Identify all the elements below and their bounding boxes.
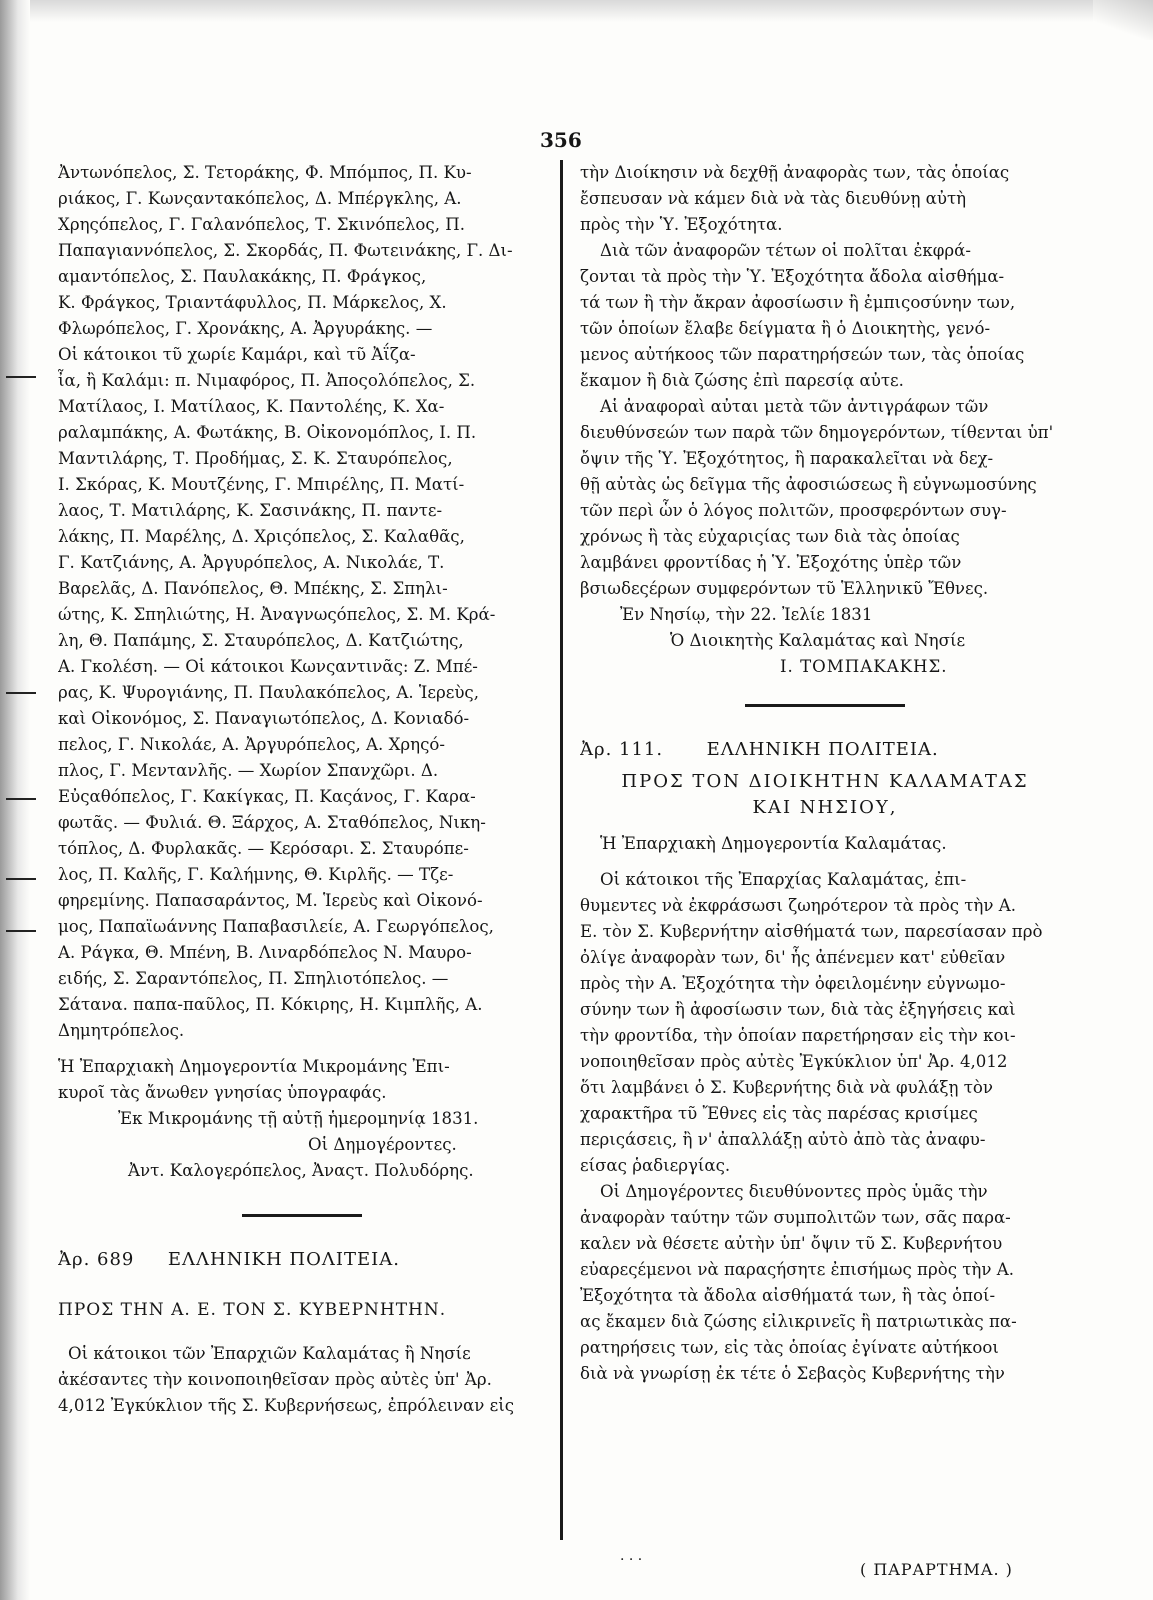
text-line: πλος, Γ. Μεντανλῆς. — Χωρίον Σπανχῶρι. Δ. <box>58 761 439 780</box>
text-line: Βαρελᾶς, Δ. Πανόπελος, Θ. Μπέκης, Σ. Σπηλι- <box>58 579 448 598</box>
text-line: διὰ νὰ γνωρίσῃ ἐκ τέτε ὁ Σεβαςὸς Κυβερνήτης τὴν <box>580 1364 1005 1383</box>
text-line: περιςάσεις, ἢ ν' ἀπαλλάξῃ αὐτὸ ἀπὸ τὰς ἀναφυ- <box>580 1130 986 1149</box>
margin-mark <box>6 692 36 694</box>
text-line: Αἱ ἀναφοραὶ αὐται μετὰ τῶν ἀντιγράφων τῶν <box>600 397 989 416</box>
opening-paragraph <box>580 160 1070 238</box>
text-line: τόπλος, Δ. Φυρλακᾶς. — Κερόσαρι. Σ. Σταυρόπε- <box>58 839 469 858</box>
text-line: ώτης, Κ. Σπηλιώτης, Η. Ἀναγνωςόπελος, Σ. Μ. Κρά- <box>58 605 496 624</box>
text-line: ἔσπευσαν νὰ κάμεν διὰ νὰ τὰς διευθύνῃ αὐτὴ <box>580 189 967 208</box>
text-line: ἀναφορὰν ταύτην τῶν συμπολιτῶν των, σᾶς παρα- <box>580 1208 1011 1227</box>
text-line: Α. Γκολέση. — Οἱ κάτοικοι Κωνςαντινᾶς: Ζ. Μπέ- <box>58 657 478 676</box>
text-line: πρὸς τὴν Α. Ἐξοχότητα τὴν ὀφειλομένην εὐγνωμο- <box>580 974 1006 993</box>
column-divider <box>560 160 563 1540</box>
text-line: Ε. τὸν Σ. Κυβερνήτην αἰσθήματά των, παρεσίασαν πρὸ <box>580 922 1043 941</box>
attestation-line: Ἡ Ἐπαρχιακὴ Δημογεροντία Μικρομάνης Ἐπι- <box>58 1057 450 1076</box>
catchword: ( ΠΑΡΑΡΤΗΜΑ. ) <box>860 1560 1013 1579</box>
decree-state: ΕΛΛΗΝΙΚΗ ΠΟΛΙΤΕΙΑ. <box>167 1249 400 1270</box>
text-line: Εὐςαθόπελος, Γ. Κακίγκας, Π. Καςάνος, Γ. Καρα- <box>58 787 476 806</box>
text-line: βσιωδεςέρων συμφερόντων τῦ Ἑλληνικῦ Ἔθνες. <box>580 579 989 598</box>
text-line: φηρεμίνης. Παπασαράντος, Μ. Ἱερεὺς καὶ Οἰκονό- <box>58 891 483 910</box>
text-line: τὴν Διοίκησιν νὰ δεχθῇ ἀναφορὰς των, τὰς ὁποίας <box>580 163 1010 182</box>
text-line: Κ. Φράγκος, Τριαντάφυλλος, Π. Μάρκελος, Χ. <box>58 293 447 312</box>
text-line: σύνην των ἢ ἀφοσίωσιν των, διὰ τὰς ἐξηγήσεις καὶ <box>580 1000 1016 1019</box>
decree-state: ΕΛΛΗΝΙΚΗ ΠΟΛΙΤΕΙΑ. <box>706 739 939 760</box>
scan-corner-fold <box>1093 0 1153 40</box>
names-paragraph <box>58 160 546 1044</box>
section-rule <box>242 1214 362 1217</box>
text-line: καὶ Οἰκονόμος, Σ. Παναγιωτόπελος, Δ. Κονιαδό- <box>58 709 470 728</box>
scan-top-edge <box>0 0 1153 22</box>
decree-header <box>58 1247 546 1273</box>
text-line: χαρακτῆρα τῦ Ἔθνες εἰς τὰς παρέσας κρισίμες <box>580 1104 978 1123</box>
text-line: πρὸς τὴν Ὑ. Ἐξοχότητα. <box>580 215 783 234</box>
text-line: Ἀντωνόπελος, Σ. Τετοράκης, Φ. Μπόμπος, Π. Κυ- <box>58 163 472 182</box>
text-line: λαος, Τ. Ματιλάρης, Κ. Σασινάκης, Π. παντε- <box>58 501 443 520</box>
signer-title: Ὁ Διοικητὴς Καλαμάτας καὶ Νησίε <box>670 631 966 650</box>
text-line: φωτᾶς. — Φυλιά. Θ. Ξάρχος, Α. Σταθόπελος, Νικη- <box>58 813 486 832</box>
text-line: Οἱ κάτοικοι τῦ χωρίε Καμάρι, καὶ τῦ Ἀΐζα- <box>58 345 416 364</box>
decree-address: ΠΡΟΣ ΤΟΝ ΔΙΟΙΚΗΤΗΝ ΚΑΛΑΜΑΤΑΣ <box>621 771 1029 792</box>
decree-address: ΠΡΟΣ ΤΗΝ Α. Ε. ΤΟΝ Σ. ΚΥΒΕΡΝΗΤΗΝ. <box>58 1300 447 1320</box>
decree-number: Ἀρ. 111. <box>580 739 664 760</box>
text-line: είσας ῥαδιεργίας. <box>580 1156 731 1175</box>
paragraph-1 <box>580 238 1070 394</box>
text-line: τῶν περὶ ὧν ὁ λόγος πολιτῶν, προσφερόντων συγ- <box>580 501 1007 520</box>
paragraph-3 <box>580 867 1070 1179</box>
text-line: θυμεντες νὰ ἐκφράσωσι ζωηρότερον τὰ πρὸς τὴν Α. <box>580 896 1016 915</box>
scan-left-shadow <box>0 0 30 1600</box>
text-line: Φλωρόπελος, Γ. Χρονάκης, Α. Ἀργυράκης. — <box>58 319 433 338</box>
text-line: ὀλίγε ἀναφορὰν των, δι' ἧς ἀπένεμεν κατ' εὐθεῖαν <box>580 948 1006 967</box>
text-line: 4,012 Ἐγκύκλιον τῆς Σ. Κυβερνήσεως, ἐπρόλειναν εἰς <box>58 1396 515 1415</box>
text-line: τῶν ὁποίων ἔλαβε δείγματα ἢ ὁ Διοικητὴς, γενό- <box>580 319 991 338</box>
text-line: Οἱ κάτοικοι τῶν Ἐπαρχιῶν Καλαμάτας ἢ Νησίε <box>68 1344 471 1363</box>
right-column <box>580 160 1070 1387</box>
signer-name: Ι. ΤΟΜΠΑΚΑΚΗΣ. <box>780 657 948 676</box>
text-line: Δημητρόπελος. <box>58 1021 185 1040</box>
text-line: Α. Ράγκα, Θ. Μπένη, Β. Λιναρδόπελος Ν. Μαυρο- <box>58 943 472 962</box>
text-line: ας ἔκαμεν διὰ ζώσης εἰλικρινεῖς ἢ πατριωτικὰς πα- <box>580 1312 1017 1331</box>
date-line: Ἐκ Μικρομάνης τῇ αὐτῇ ἡμερομηνίᾳ 1831. <box>118 1109 479 1128</box>
left-column <box>58 160 546 1419</box>
decree-number: Ἀρ. 689 <box>58 1249 135 1270</box>
text-line: μος, Παπαϊωάννης Παπαβασιλείε, Α. Γεωργόπελος, <box>58 917 494 936</box>
text-line: ὄψιν τῆς Ὑ. Ἐξοχότητος, ἢ παρακαλεῖται νὰ δεχ- <box>580 449 994 468</box>
text-line: λαμβάνει φροντίδας ἡ Ὑ. Ἐξοχότης ὑπὲρ τῶν <box>580 553 962 572</box>
text-line: ἶα, ἢ Καλάμι: π. Νιμαφόρος, Π. Ἀποςολόπελος, Σ. <box>58 371 476 390</box>
sender: Ἡ Ἐπαρχιακὴ Δημογεροντία Καλαμάτας. <box>600 834 947 853</box>
text-line: ραλαμπάκης, Α. Φωτάκης, Β. Οἰκονομόπλος, Ι. Π. <box>58 423 477 442</box>
text-line: εὐαρεςέμενοι νὰ παραςήσητε ἐπισήμως πρὸς τὴν Α. <box>580 1260 1014 1279</box>
text-line: χρόνως ἢ τὰς εὐχαριςίας των διὰ τὰς ὁποίας <box>580 527 960 546</box>
text-line: λη, Θ. Παπάμης, Σ. Σταυρόπελος, Δ. Κατζιώτης, <box>58 631 464 650</box>
text-line: νοποιηθεῖσαν πρὸς αὐτὲς Ἐγκύκλιον ὑπ' Ἀρ. 4,012 <box>580 1052 1008 1071</box>
text-line: Οἱ κάτοικοι τῆς Ἐπαρχίας Καλαμάτας, ἐπι- <box>600 870 967 889</box>
text-line: τὴν φροντίδα, τὴν ὁποίαν παρετήρησαν εἰς τὴν κοι- <box>580 1026 1016 1045</box>
text-line: Διὰ τῶν ἀναφορῶν τέτων οἱ πολῖται ἐκφρά- <box>600 241 971 260</box>
text-line: Χρηςόπελος, Γ. Γαλανόπελος, Τ. Σκινόπελος, Π. <box>58 215 465 234</box>
text-line: Σάτανα. παπα-παῦλος, Π. Κόκιρης, Η. Κιμπλῆς, Α. <box>58 995 483 1014</box>
text-line: λάκης, Π. Μαρέλης, Δ. Χριςόπελος, Σ. Καλαθᾶς, <box>58 527 465 546</box>
text-line: Γ. Κατζιάνης, Α. Ἀργυρόπελος, Α. Νικολάε, Τ. <box>58 553 445 572</box>
text-line: ριάκος, Γ. Κωνςαντακόπελος, Δ. Μπέργκλης, Α. <box>58 189 462 208</box>
margin-mark <box>6 376 36 378</box>
paragraph-2 <box>580 394 1070 602</box>
text-line: ζονται τὰ πρὸς τὴν Ὑ. Ἐξοχότητα ἄδολα αἰσθήμα- <box>580 267 1005 286</box>
paragraph-4 <box>580 1179 1070 1387</box>
text-line: Ματίλαος, Ι. Ματίλαος, Κ. Παντολέης, Κ. Χα- <box>58 397 445 416</box>
text-line: θῇ αὐτὰς ὡς δεῖγμα τῆς ἀφοσιώσεως ἢ εὐγνωμοσύνης <box>580 475 1037 494</box>
text-line: ρας, Κ. Ψυρογιάνης, Π. Παυλακόπελος, Α. Ἱερεὺς, <box>58 683 479 702</box>
text-line: ρατηρήσεις των, εἰς τὰς ὁποίας ἐγίνατε αὐτήκοοι <box>580 1338 999 1357</box>
text-line: ειδής, Σ. Σαραντόπελος, Π. Σπηλιοτόπελος. — <box>58 969 449 988</box>
footer-mark: · · · <box>620 1552 643 1568</box>
decree-body <box>58 1341 546 1419</box>
attestation-line: κυροῖ τὰς ἄνωθεν γνησίας ὑπογραφάς. <box>58 1083 387 1102</box>
text-line: Οἱ Δημογέροντες διευθύνοντες πρὸς ὑμᾶς τὴν <box>600 1182 988 1201</box>
text-line: πελος, Γ. Νικολάε, Α. Ἀργυρόπελος, Α. Χρηςό- <box>58 735 445 754</box>
text-line: Ἐξοχότητα τὰ ἄδολα αἰσθήματά των, ἢ τὰς ὁποί- <box>580 1286 996 1305</box>
margin-mark <box>6 798 36 800</box>
text-line: Παπαγιαννόπελος, Σ. Σκορδάς, Π. Φωτεινάκης, Γ. Δι- <box>58 241 513 260</box>
text-line: διευθύνσεών των παρὰ τῶν δημογερόντων, τίθενται ὑπ' <box>580 423 1054 442</box>
text-line: λος, Π. Καλῆς, Γ. Καλήμνης, Θ. Κιρλῆς. — Τζε- <box>58 865 454 884</box>
text-line: ἀκέσαντες τὴν κοινοποιηθεῖσαν πρὸς αὐτὲς ὑπ' Ἀρ. <box>58 1370 492 1389</box>
decree-address: ΚΑΙ ΝΗΣΙΟΥ, <box>752 797 898 818</box>
text-line: μενος αὐτήκοος τῶν παρατηρήσεών των, τὰς ὁποίας <box>580 345 1025 364</box>
decree-header <box>580 737 1070 763</box>
section-rule <box>745 704 905 707</box>
margin-mark <box>6 878 36 880</box>
text-line: Μαντιλάρης, Τ. Προδήμας, Σ. Κ. Σταυρόπελος, <box>58 449 453 468</box>
text-line: τά των ἢ τὴν ἄκραν ἀφοσίωσιν ἢ ἐμπιςοσύνην των, <box>580 293 1016 312</box>
date-line: Ἐν Νησίῳ, τὴν 22. Ἰελίε 1831 <box>620 605 873 624</box>
text-line: καλεν νὰ θέσετε αὐτὴν ὑπ' ὄψιν τῦ Σ. Κυβερνήτου <box>580 1234 1003 1253</box>
text-line: ὅτι λαμβάνει ὁ Σ. Κυβερνήτης διὰ νὰ φυλάξῃ τὸν <box>580 1078 994 1097</box>
text-line: αμαντόπελος, Σ. Παυλακάκης, Π. Φράγκος, <box>58 267 427 286</box>
text-line: Ι. Σκόρας, Κ. Μουτζένης, Γ. Μπιρέλης, Π. Ματί- <box>58 475 465 494</box>
signers: Ἀντ. Καλογερόπελος, Ἀναςτ. Πολυδόρης. <box>128 1161 474 1180</box>
signers-title: Οἱ Δημογέροντες. <box>308 1135 457 1154</box>
page-number: 356 <box>540 128 582 152</box>
margin-mark <box>6 930 36 932</box>
text-line: ἔκαμον ἢ διὰ ζώσης ἐπὶ παρεσίᾳ αὐτε. <box>580 371 904 390</box>
